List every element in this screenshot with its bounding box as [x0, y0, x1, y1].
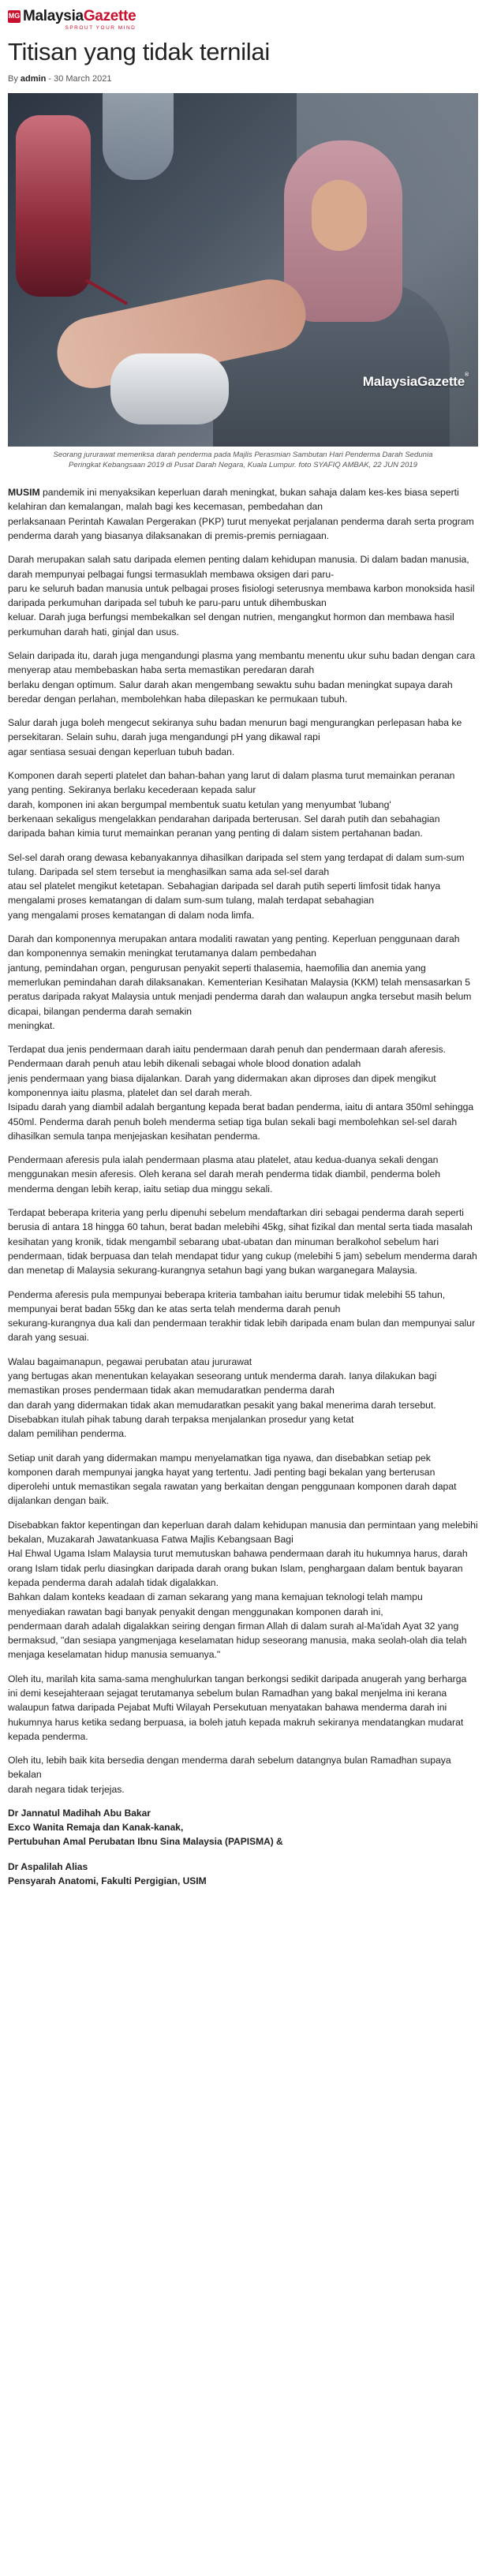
article-paragraph	[8, 851, 478, 922]
paragraph-text: yang mengalami proses kematangan di dalam nodа limfa.	[8, 909, 255, 921]
paragraph-text: Salur darah juga boleh mengecut sekiranya suhu badan menurun bagi mengurangkan perlepasan haba ke persekitaran. Selain suhu, darah juga mengandungi pH yang dikawal rapi	[8, 717, 462, 743]
signature-role: Exco Wanita Remaja dan Kanak-kanak,	[8, 1822, 184, 1834]
site-header	[8, 0, 478, 36]
article-paragraph	[8, 768, 478, 840]
paragraph-text: Terdapat dua jenis pendermaan darah iaitu pendermaan darah penuh dan pendermaan darah aferesis. Pendermaan darah penuh atau lebih dikenali sebagai whole blood donation adalah	[8, 1044, 446, 1070]
paragraph-text: Komponen darah seperti platelet dan bahan-bahan yang larut di dalam plasma turut memainkan peranan yang penting. Sekiranya berlaku kecederaan kepada salur	[8, 770, 455, 796]
logo-text: MalaysiaGazette	[23, 8, 136, 25]
paragraph-text: Sel-sel darah orang dewasa kebanyakannya dihasilkan daripada sel stem yang terdapat di dalam sum-sum tulang. Daripada sel stem tersebut ia menghasilkan sama ada sel-sel darah	[8, 851, 465, 877]
site-tagline: SPROUT YOUR MIND	[65, 25, 136, 32]
article-meta	[8, 73, 478, 86]
paragraph-text: jantung, pemindahan organ, pengurusan penyakit seperti thalasemia, haemofilia dan anemia yang memerlukan pemindahan darah dilaksanakan. Kementerian Kesihatan Malaysia (KKM) telah mensasarkan 5 peratus daripada rakyat Malaysia untuk menjadi penderma darah dan walaupun angka tersebut masih belum dicapai, bilangan penderma darah semakin	[8, 962, 472, 1017]
lead-word: MUSIM	[8, 487, 40, 499]
paragraph-text: perlaksanaan Perintah Kawalan Pergerakan (PKP) turut menyekat perjalanan penderma darah serta program penderma darah yang biasanya dilaksanakan di premis-premis perniagaan.	[8, 515, 474, 541]
paragraph-text: berlaku dengan optimum. Salur darah akan mengembang sewaktu suhu badan meningkat supaya darah beredar dengan perlahan, membolehkan haba dilepaskan ke permukaan tubuh.	[8, 679, 453, 705]
signature-role: Pertubuhan Amal Perubatan Ibnu Sina Malaysia (PAPISMA) &	[8, 1836, 283, 1848]
paragraph-text: darah, komponen ini akan bergumpal membentuk suatu ketulan yang menyumbat 'lubang'	[8, 798, 391, 810]
paragraph-text: pendermaan darah adalah digalakkan seiring dengan firman Allah di dalam surah al-Ma'idah Ayat 32 yang bermaksud, "dan sesiapa yangmenjaga keselamatan hidup seseorang manusia, maka seolah-olah dia telah menjaga keselamatan hidup manusia semuanya."	[8, 1620, 467, 1661]
paragraph-text: darah negara tidak terjejas.	[8, 1783, 125, 1795]
paragraph-text: paru ke seluruh badan manusia untuk pelbagai proses fisiologi seterusnya membawa karbon monoksida hasil daripada perkumuhan daripada sel tubuh ke paru-paru untuk dihembuskan	[8, 582, 475, 609]
paragraph-text: Walau bagaimanapun, pegawai perubatan atau jururawat	[8, 1355, 252, 1367]
paragraph-text: dalam pemilihan penderma.	[8, 1428, 127, 1440]
paragraph-text: yang bertugas akan menentukan kelayakan seseorang untuk menderma darah. Ianya dilakukan bagi memastikan proses pendermaan tidak akan memudaratkan penderma darah	[8, 1370, 437, 1396]
paragraph-text: Hal Ehwal Ugama Islam Malaysia turut memutuskan bahawa pendermaan darah itu hukumnya harus, darah orang Islam tidak perlu diasingkan daripada darah orang bukan Islam, penghargaan dalam bentuk bayaran kepada penderma darah adalah tidak digalakkan.	[8, 1548, 468, 1588]
by-label: By	[8, 73, 18, 84]
paragraph-text: jenis pendermaan yang biasa dijalankan. Darah yang didermakan akan diproses dan dipek mengikut komponennya iaitu plasma, platelet dan sel darah merah.	[8, 1072, 436, 1098]
article-paragraph	[8, 716, 478, 759]
featured-image	[8, 93, 478, 447]
signature-name: Dr Jannatul Madihah Abu Bakar	[8, 1808, 151, 1819]
site-logo[interactable]	[8, 9, 136, 32]
article-title: Titisan yang tidak ternilai	[8, 38, 270, 65]
paragraph-text: MUSIM pandemik ini menyaksikan keperluan darah meningkat, bukan sahaja dalam kes-kes biasa seperti kelahiran dan kemalangan, malah bagi kes kecemasan, pembedahan dan	[8, 487, 459, 513]
paragraph-text: Setiap unit darah yang didermakan mampu menyelamatkan tiga nyawa, dan disebabkan setiap pek komponen darah mempunyai jangka hayat yang tertentu. Jadi penting bagi bekalan yang berterusan diperolehi untuk memastikan segala rawatan yang berkaitan dengan penggunaan komponen darah dapat dijalankan dengan baik.	[8, 1452, 457, 1507]
paragraph-text: Darah merupakan salah satu daripada elemen penting dalam kehidupan manusia. Di dalam badan manusia, darah mempunyai pelbagai fungsi termasuklah membawa oksigen dari paru-	[8, 554, 469, 580]
paragraph-text: Isipadu darah yang diambil adalah bergantung kepada berat badan penderma, iaitu di antara 350ml sehingga 450ml. Penderma darah penuh boleh menderma setiap tiga bulan sekali bagi membolehkan sel-sel darah dihasilkan semula tanpa menjejaskan kesihatan penderma.	[8, 1101, 474, 1142]
paragraph-text: keluar. Darah juga berfungsi membekalkan sel dengan nutrien, mengangkut hormon dan membawa hasil perkumuhan darah hati, ginjal dan usus.	[8, 611, 454, 637]
article-body	[8, 485, 478, 1796]
author-signature	[8, 1806, 478, 1888]
paragraph-text: Terdapat beberapa kriteria yang perlu dipenuhi sebelum mendaftarkan diri sebagai penderma darah seperti berusia di antara 18 hingga 60 tahun, berat badan melebihi 45kg, sihat fizikal dan mental serta tiada masalah kesihatan yang kronik, tidak mengambil sebarang ubat-ubatan dan minuman beralkohol sebelum hari pendermaan, tidak berpuasa dan telah mendapat tidur yang cukup (melebihi 5 jam) sebelum menderma darah dan menetap di Malaysia sekurang-kurangnya setahun bagi yang bukan warganegara Malaysia.	[8, 1207, 477, 1277]
author-link[interactable]: admin	[20, 73, 47, 84]
paragraph-text: Selain daripada itu, darah juga mengandungi plasma yang membantu menentu ukur suhu badan dengan cara menyerap atau membebaskan haba serta memastikan peredaran darah	[8, 649, 476, 676]
paragraph-text: berkenaan sekaligus mengelakkan pendarahan daripada berterusan. Sel darah putih dan sebahagian daripada bahan kimia turut memainkan peranan yang penting di dalam sistem pertahanan badan.	[8, 813, 440, 839]
paragraph-text: agar sentiasa sesuai dengan keperluan tubuh badan.	[8, 746, 235, 757]
article-paragraph	[8, 1518, 478, 1662]
paragraph-text: Pendermaan aferesis pula ialah pendermaan plasma atau platelet, atau kedua-duanya sekali dengan menggunakan mesin aferesis. Oleh kerana sel darah merah penderma tidak diambil, penderma boleh menderma dengan lebih kerap, iaitu setiap dua minggu sekali.	[8, 1154, 441, 1195]
signature-name: Dr Aspalilah Alias	[8, 1861, 88, 1873]
paragraph-text: Oleh itu, marilah kita sama-sama menghulurkan tangan berkongsi sedikit daripada anugerah yang berharga ini demi kesejahteraan sejagat terutamanya sebelum bulan Ramadhan yang bakal menjelma ini kerana walaupun fatwa daripada Pejabat Mufti Wilayah Persekutuan menyatakan bahawa menderma darah ini hukumnya harus ketika sedang berpuasa, ia boleh jatuh kepada makruh sekiranya mendatangkan mudarat kepada penderma.	[8, 1673, 467, 1742]
paragraph-text: Darah dan komponennya merupakan antara modaliti rawatan yang penting. Keperluan penggunaan darah dan komponennya semakin meningkat terutamanya dalam pembedahan	[8, 933, 460, 959]
article-paragraph	[8, 1042, 478, 1143]
blood-bag	[16, 115, 91, 297]
article-paragraph	[8, 1672, 478, 1744]
article-paragraph	[8, 1753, 478, 1796]
paragraph-text: Penderma aferesis pula mempunyai beberapa kriteria tambahan iaitu berumur tidak melebihi 55 tahun, mempunyai berat badan 55kg dan ke atas serta telah menderma darah penuh	[8, 1288, 446, 1314]
paragraph-text: Oleh itu, lebih baik kita bersedia dengan menderma darah sebelum datangnya bulan Ramadhan supaya bekalan	[8, 1755, 451, 1781]
article-paragraph	[8, 649, 478, 706]
paragraph-text: Disebabkan faktor kepentingan dan keperluan darah dalam kehidupan manusia dan permintaan yang melebihi bekalan, Muzakarah Jawatankuasa Fatwa Majlis Kebangsaan Bagi	[8, 1519, 478, 1546]
signature-role: Pensyarah Anatomi, Fakulti Pergigian, USIM	[8, 1875, 207, 1887]
article-paragraph	[8, 1288, 478, 1345]
paragraph-text: Bahkan dalam konteks keadaan di zaman sekarang yang mana kemajuan teknologi telah mampu menyediakan rawatan bagi banyak penyakit dengan menggunakan komponen darah ini,	[8, 1591, 423, 1617]
image-watermark: MalaysiaGazette®	[362, 372, 469, 389]
paragraph-text: meningkat.	[8, 1019, 55, 1031]
article-paragraph	[8, 1206, 478, 1277]
paragraph-text: dan darah yang didermakan tidak akan memudaratkan pesakit yang bakal menerima darah tersebut. Disebabkan itulah pihak tabung darah terpaksa menjalankan prosedur yang ketat	[8, 1399, 436, 1425]
article-paragraph	[8, 552, 478, 639]
publish-date: - 30 March 2021	[48, 73, 112, 84]
logo-mark-icon: MG	[8, 10, 21, 23]
article-paragraph	[8, 932, 478, 1033]
article-paragraph	[8, 1451, 478, 1509]
paragraph-text: sekurang-kurangnya dua kali dan pendermaan terakhir tidak lebih daripada enam bulan dan mempunyai salur darah yang sesuai.	[8, 1318, 476, 1344]
image-caption: Seorang jururawat memeriksa darah penderma pada Majlis Perasmian Sambutan Hari Penderma Darah Sedunia Peringkat Kebangsaan 2019 di Pusat Darah Negara, Kuala Lumpur. foto SYAFIQ AMBAK, 22 JUN 2019	[53, 451, 433, 470]
paragraph-text: atau sel platelet mengikut ketetapan. Sebahagian daripada sel darah putih seperti limfosit tidak hanya mengalami proses kematangan di dalam sum-sum tulang, malah terdapat sebahagian	[8, 880, 441, 907]
article-paragraph	[8, 1153, 478, 1196]
article-paragraph	[8, 1355, 478, 1441]
article-paragraph	[8, 485, 478, 543]
